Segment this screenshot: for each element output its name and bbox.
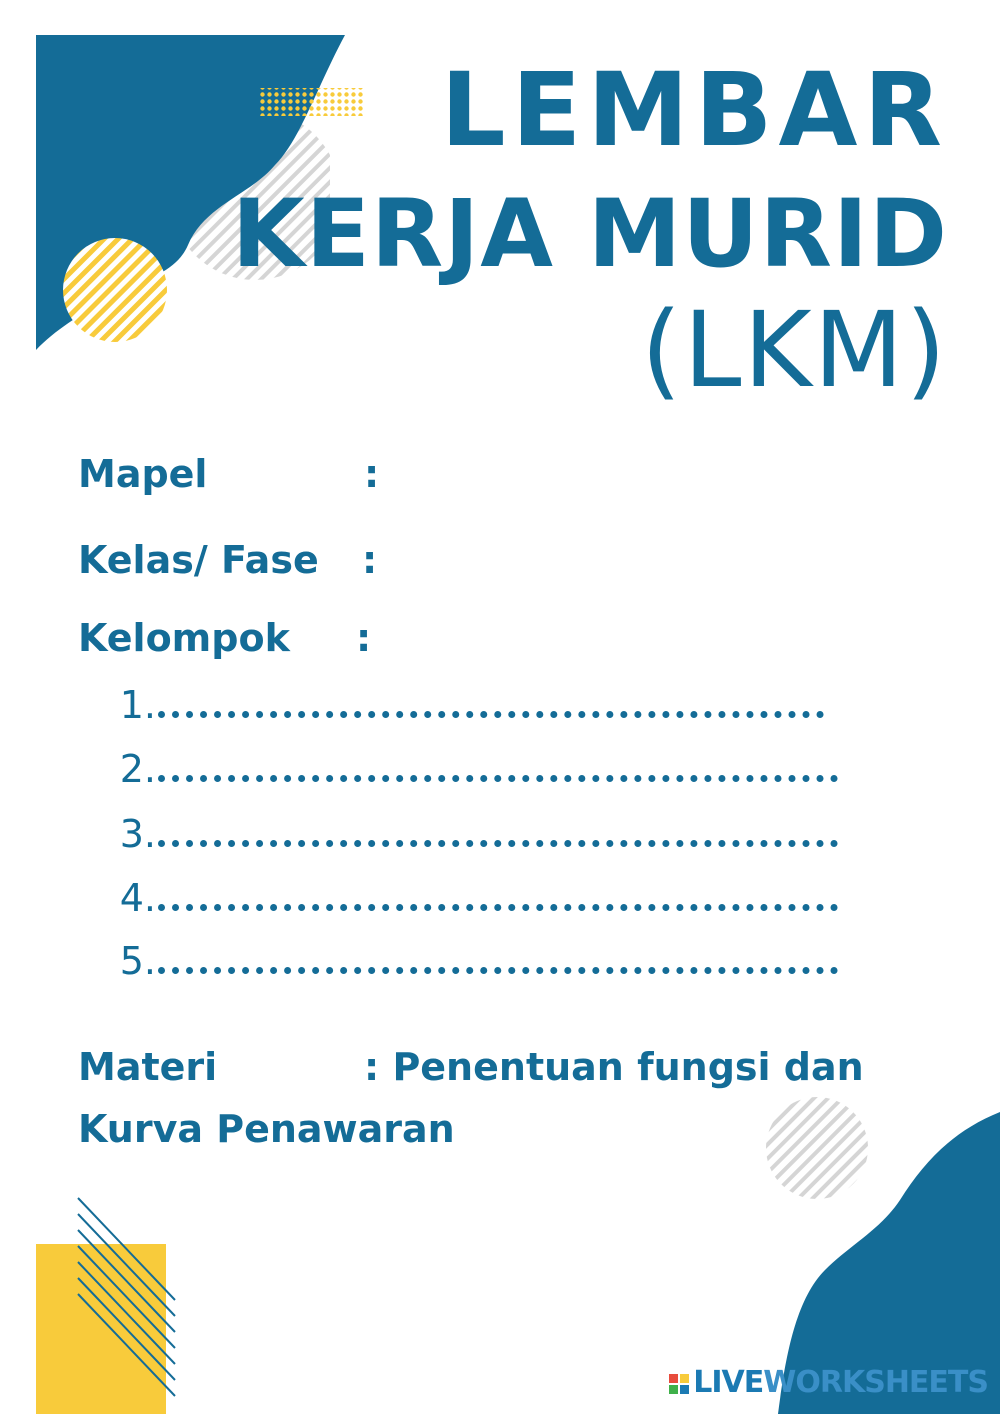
materi-label: Materi: [78, 1045, 218, 1089]
kelas-label: Kelas/ Fase: [78, 538, 319, 582]
dotted-blank[interactable]: [158, 757, 838, 782]
kelompok-label: Kelompok: [78, 616, 290, 660]
dotted-blank[interactable]: [158, 886, 838, 911]
title-line-1: LEMBAR: [440, 51, 948, 170]
kelas-colon: :: [362, 538, 378, 582]
materi-value-line-1: Penentuan fungsi dan: [392, 1045, 864, 1089]
mapel-label: Mapel: [78, 452, 208, 496]
member-number: 3.: [119, 812, 156, 856]
liveworksheets-logo: [669, 1365, 988, 1400]
mapel-field: [78, 452, 380, 496]
logo-worksheets: WORKSHEETS: [763, 1365, 988, 1400]
member-number: 2.: [119, 747, 156, 791]
title-line-3: (LKM): [640, 289, 948, 411]
member-number: 4.: [119, 876, 156, 920]
kelas-field: [78, 538, 378, 582]
member-line-2[interactable]: [110, 747, 838, 791]
liveworksheets-badge-icon: [669, 1374, 689, 1394]
yellow-striped-circle: [63, 238, 167, 342]
logo-live: LIVE: [693, 1365, 764, 1400]
materi-field: [78, 1036, 938, 1160]
dotted-blank[interactable]: [158, 822, 838, 847]
yellow-dot-grid: [260, 88, 364, 116]
title-line-2: KERJA MURID: [231, 180, 948, 289]
mapel-colon: :: [364, 452, 380, 496]
member-line-1[interactable]: [110, 683, 824, 727]
kelompok-colon: :: [356, 616, 372, 660]
member-line-4[interactable]: [110, 876, 838, 920]
member-line-3[interactable]: [110, 812, 838, 856]
dotted-blank[interactable]: [158, 693, 824, 718]
dotted-blank[interactable]: [158, 949, 838, 974]
materi-value-line-2: Kurva Penawaran: [78, 1107, 455, 1151]
kelompok-field: [78, 616, 372, 660]
member-line-5[interactable]: [110, 939, 838, 983]
member-number: 1.: [119, 683, 156, 727]
member-number: 5.: [119, 939, 156, 983]
materi-colon: :: [364, 1045, 380, 1089]
